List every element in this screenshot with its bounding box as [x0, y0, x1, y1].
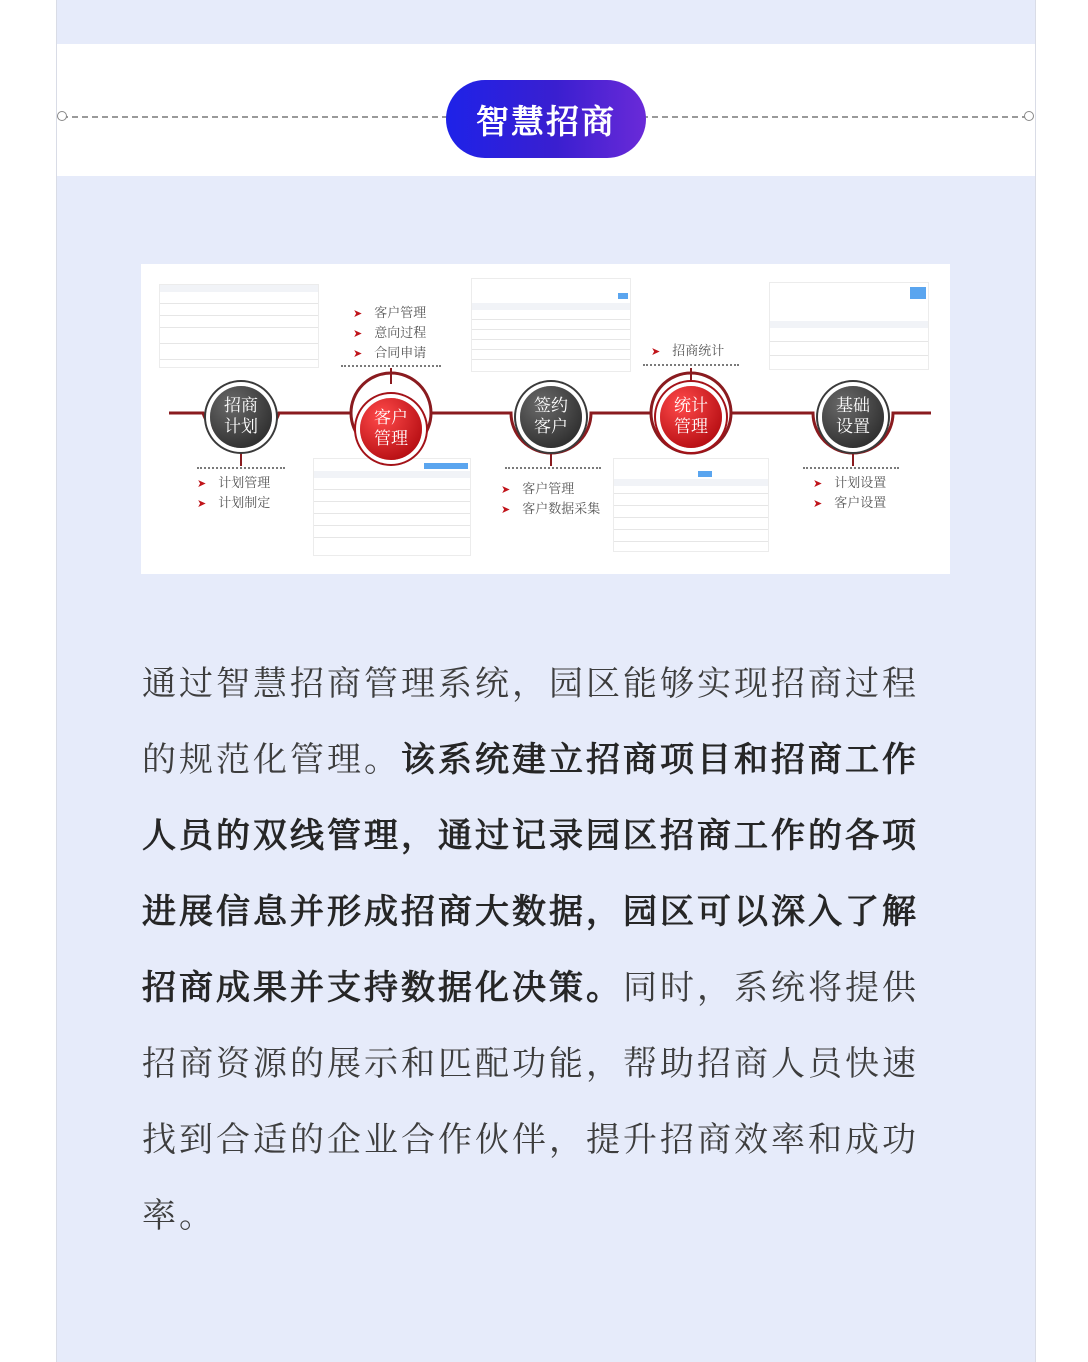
dots-stats	[643, 364, 739, 366]
arrow-icon: ➤	[197, 497, 207, 510]
arrow-icon: ➤	[353, 327, 363, 340]
right-margin	[1035, 0, 1088, 1362]
node-customer: 客户 管理	[360, 398, 422, 460]
dots-plan	[197, 467, 285, 469]
plan-items: ➤ 计划管理 ➤ 计划制定	[197, 476, 271, 511]
process-diagram	[141, 264, 950, 574]
paragraph-conclusion: 同时，系统将提供招商资源的展示和匹配功能，帮助招商人员快速找到合适的企业合作伙伴，提升招商效率和成功率。	[142, 968, 919, 1236]
paragraph-intro: 通过智慧招商管理系统，园区能够实现招商过程的规范化管理。	[142, 664, 919, 780]
customer-items: ➤ 客户管理 ➤ 意向过程 ➤ 合同申请	[353, 306, 427, 361]
arrow-icon: ➤	[197, 477, 207, 490]
divider-end-dot-right	[1024, 111, 1034, 121]
arrow-icon: ➤	[651, 345, 661, 358]
stalk-customer	[390, 368, 392, 384]
dots-signed	[505, 467, 601, 469]
left-margin	[0, 0, 57, 1362]
arrow-icon: ➤	[813, 497, 823, 510]
paragraph-emphasis: 该系统建立招商项目和招商工作人员的双线管理，通过记录园区招商工作的各项进展信息并形成招商大数据，园区可以深入了解招商成果并支持数据化决策。	[142, 740, 919, 1008]
node-stats: 统计 管理	[660, 386, 722, 448]
arrow-icon: ➤	[813, 477, 823, 490]
signed-items: ➤ 客户管理 ➤ 客户数据采集	[501, 482, 601, 517]
node-signed: 签约 客户	[520, 386, 582, 448]
node-plan: 招商 计划	[210, 386, 272, 448]
arrow-icon: ➤	[501, 483, 511, 496]
node-settings: 基础 设置	[822, 386, 884, 448]
divider-end-dot-left	[57, 111, 67, 121]
dots-settings	[803, 467, 899, 469]
description-paragraph	[142, 646, 952, 1254]
settings-items: ➤ 计划设置 ➤ 客户设置	[813, 476, 887, 511]
arrow-icon: ➤	[353, 307, 363, 320]
dots-customer	[341, 365, 441, 367]
section-title: 智慧招商	[446, 80, 646, 158]
stats-items: ➤ 招商统计	[651, 344, 725, 359]
arrow-icon: ➤	[501, 503, 511, 516]
arrow-icon: ➤	[353, 347, 363, 360]
stalk-stats	[690, 368, 692, 384]
